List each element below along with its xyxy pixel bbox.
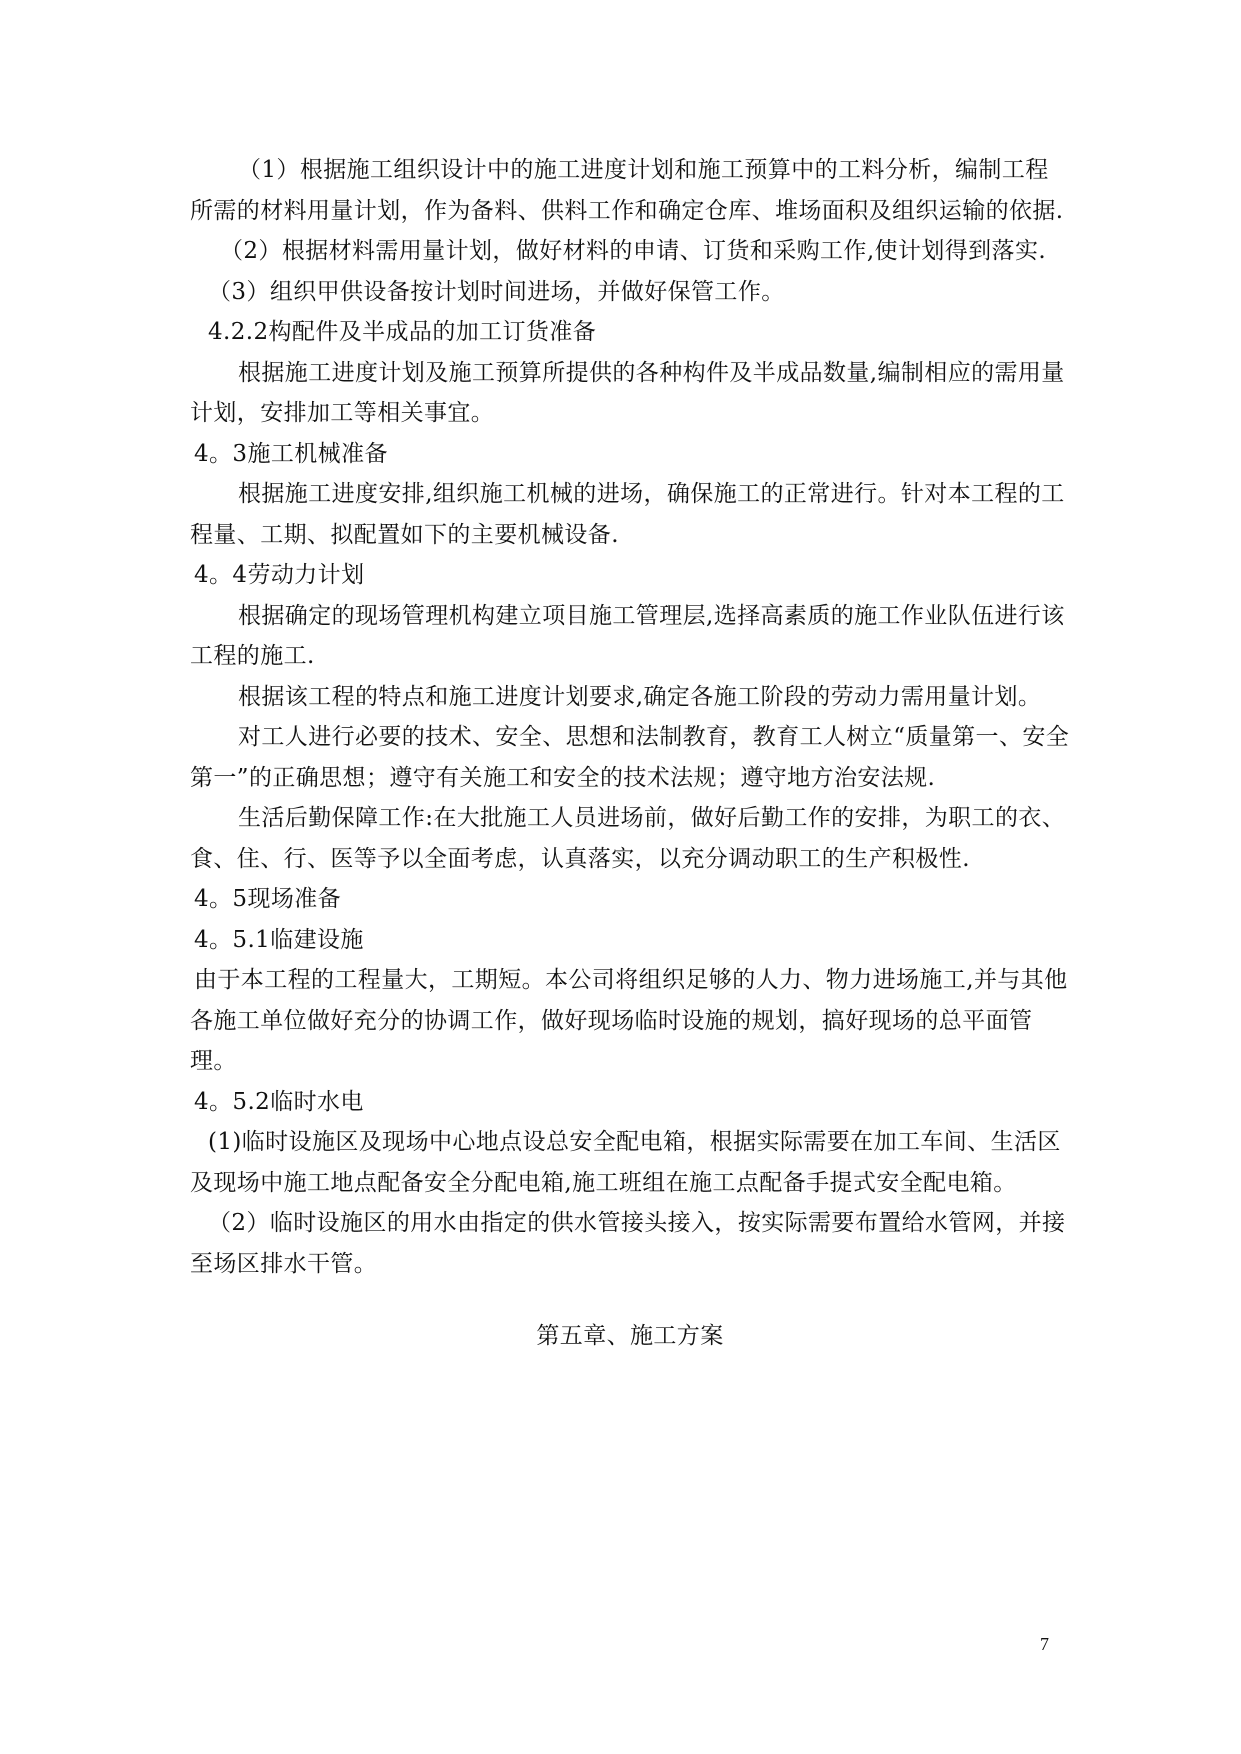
paragraph-logistics: 生活后勤保障工作:在大批施工人员进场前，做好后勤工作的安排，为职工的衣、食、住、行、医等予以全面考虑，认真落实，以充分调动职工的生产积极性. (190, 805, 1066, 872)
paragraph-temporary-facilities: 由于本工程的工程量大，工期短。本公司将组织足够的人力、物力进场施工,并与其他各施工单位做好充分的协调工作，做好现场临时设施的规划，搞好现场的总平面管理。 (190, 967, 1068, 1074)
paragraph-labor-plan: 根据该工程的特点和施工进度计划要求,确定各施工阶段的劳动力需用量计划。 (238, 683, 1042, 710)
paragraph-owner-equipment: （3）组织甲供设备按计划时间进场，并做好保管工作。 (208, 278, 785, 305)
paragraph-worker-education: 对工人进行必要的技术、安全、思想和法制教育，教育工人树立“质量第一、安全第一”的正确思想；遵守有关施工和安全的技术法规；遵守地方治安法规. (190, 724, 1070, 791)
paragraph-power-distribution: (1)临时设施区及现场中心地点设总安全配电箱，根据实际需要在加工车间、生活区及现场中施工地点配备安全分配电箱,施工班组在施工点配备手提式安全配电箱。 (190, 1129, 1061, 1196)
body-text (190, 150, 1070, 1356)
paragraph-machinery: 根据施工进度安排,组织施工机械的进场，确保施工的正常进行。针对本工程的工程量、工期、拟配置如下的主要机械设备. (190, 481, 1065, 548)
heading-4-5-2: 4。5.2临时水电 (194, 1088, 364, 1115)
paragraph-material-plan: （1）根据施工组织设计中的施工进度计划和施工预算中的工料分析，编制工程所需的材料用量计划，作为备料、供料工作和确定仓库、堆场面积及组织运输的依据. (190, 157, 1064, 224)
paragraph-material-purchase: （2）根据材料需用量计划，做好材料的申请、订货和采购工作,使计划得到落实. (220, 238, 1047, 264)
heading-4-3: 4。3施工机械准备 (194, 440, 388, 467)
paragraph-water-supply: （2）临时设施区的用水由指定的供水管接头接入，按实际需要布置给水管网，并接至场区排水干管。 (190, 1210, 1066, 1277)
paragraph-management-team: 根据确定的现场管理机构建立项目施工管理层,选择高素质的施工作业队伍进行该工程的施工. (190, 602, 1065, 669)
heading-4-5: 4。5现场准备 (194, 886, 342, 912)
heading-4-4: 4。4劳动力计划 (194, 562, 365, 588)
page-number: 7 (1040, 1634, 1049, 1654)
paragraph-components-order: 根据施工进度计划及施工预算所提供的各种构件及半成品数量,编制相应的需用量计划，安排加工等相关事宜。 (190, 359, 1065, 426)
heading-4-5-1: 4。5.1临建设施 (194, 926, 364, 953)
spacer (190, 1284, 1070, 1316)
heading-4-2-2: 4.2.2构配件及半成品的加工订货准备 (208, 319, 597, 345)
chapter-title: 第五章、施工方案 (536, 1323, 724, 1349)
